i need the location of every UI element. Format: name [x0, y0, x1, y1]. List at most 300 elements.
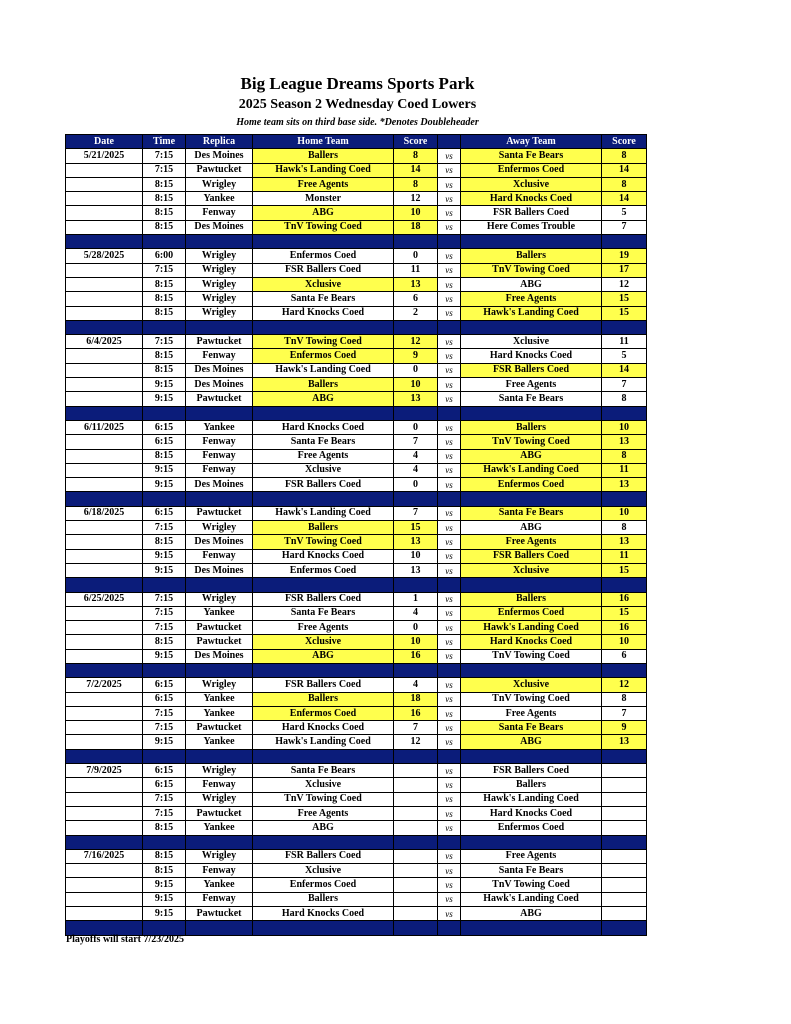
home-score-cell: 13: [394, 392, 438, 406]
separator-cell: [143, 835, 186, 849]
away-score-cell: 8: [602, 177, 647, 191]
home-team-cell: FSR Ballers Coed: [253, 263, 394, 277]
separator-cell: [602, 235, 647, 249]
time-cell: 6:15: [143, 778, 186, 792]
time-cell: 8:15: [143, 292, 186, 306]
away-team-cell: FSR Ballers Coed: [461, 549, 602, 563]
replica-cell: Yankee: [186, 420, 253, 434]
separator-cell: [66, 921, 143, 935]
time-cell: 7:15: [143, 592, 186, 606]
vs-cell: vs: [438, 563, 461, 577]
time-cell: 8:15: [143, 220, 186, 234]
date-cell: 7/2/2025: [66, 678, 143, 692]
home-team-cell: Hawk's Landing Coed: [253, 735, 394, 749]
home-score-cell: [394, 907, 438, 921]
time-cell: 7:15: [143, 163, 186, 177]
home-score-cell: 8: [394, 149, 438, 163]
date-cell: 6/11/2025: [66, 420, 143, 434]
home-score-cell: [394, 892, 438, 906]
home-team-cell: Santa Fe Bears: [253, 435, 394, 449]
away-team-cell: ABG: [461, 449, 602, 463]
game-row: [66, 306, 647, 320]
away-team-cell: Xclusive: [461, 678, 602, 692]
away-team-cell: TnV Towing Coed: [461, 263, 602, 277]
home-score-cell: 2: [394, 306, 438, 320]
away-team-cell: Xclusive: [461, 177, 602, 191]
replica-cell: Yankee: [186, 606, 253, 620]
schedule-body: [66, 149, 647, 935]
away-score-cell: 15: [602, 306, 647, 320]
separator-cell: [66, 663, 143, 677]
home-score-cell: 7: [394, 506, 438, 520]
away-score-cell: 16: [602, 592, 647, 606]
separator-cell: [66, 835, 143, 849]
home-score-cell: 10: [394, 206, 438, 220]
home-score-cell: [394, 821, 438, 835]
away-score-cell: 7: [602, 706, 647, 720]
away-team-cell: Santa Fe Bears: [461, 506, 602, 520]
vs-cell: vs: [438, 306, 461, 320]
vs-cell: vs: [438, 192, 461, 206]
home-score-cell: 13: [394, 563, 438, 577]
away-team-cell: FSR Ballers Coed: [461, 206, 602, 220]
vs-cell: vs: [438, 277, 461, 291]
game-row: [66, 778, 647, 792]
home-team-cell: Xclusive: [253, 778, 394, 792]
away-team-cell: Ballers: [461, 778, 602, 792]
home-team-cell: Hard Knocks Coed: [253, 549, 394, 563]
column-header: Score: [602, 135, 647, 149]
home-team-cell: Xclusive: [253, 635, 394, 649]
game-row: [66, 478, 647, 492]
date-cell: [66, 292, 143, 306]
away-team-cell: FSR Ballers Coed: [461, 764, 602, 778]
home-score-cell: [394, 864, 438, 878]
separator-cell: [394, 320, 438, 334]
home-score-cell: 0: [394, 249, 438, 263]
away-score-cell: 19: [602, 249, 647, 263]
away-team-cell: Free Agents: [461, 706, 602, 720]
away-score-cell: 11: [602, 335, 647, 349]
date-cell: [66, 263, 143, 277]
vs-cell: vs: [438, 335, 461, 349]
away-team-cell: Santa Fe Bears: [461, 149, 602, 163]
replica-cell: Pawtucket: [186, 806, 253, 820]
vs-cell: vs: [438, 535, 461, 549]
game-row: [66, 220, 647, 234]
home-team-cell: Free Agents: [253, 621, 394, 635]
home-score-cell: 9: [394, 349, 438, 363]
column-header: Score: [394, 135, 438, 149]
time-cell: 6:15: [143, 692, 186, 706]
time-cell: 8:15: [143, 306, 186, 320]
vs-cell: vs: [438, 721, 461, 735]
week-separator: [66, 578, 647, 592]
date-cell: [66, 177, 143, 191]
time-cell: 6:15: [143, 678, 186, 692]
away-score-cell: 11: [602, 549, 647, 563]
date-cell: [66, 277, 143, 291]
replica-cell: Pawtucket: [186, 335, 253, 349]
time-cell: 8:15: [143, 206, 186, 220]
date-cell: [66, 535, 143, 549]
game-row: [66, 521, 647, 535]
vs-cell: vs: [438, 378, 461, 392]
away-score-cell: [602, 778, 647, 792]
column-header: Replica: [186, 135, 253, 149]
vs-cell: vs: [438, 878, 461, 892]
away-team-cell: TnV Towing Coed: [461, 878, 602, 892]
away-team-cell: Santa Fe Bears: [461, 864, 602, 878]
vs-cell: vs: [438, 392, 461, 406]
page-title: Big League Dreams Sports Park: [240, 74, 475, 93]
home-team-cell: Enfermos Coed: [253, 349, 394, 363]
time-cell: 8:15: [143, 535, 186, 549]
time-cell: 9:15: [143, 735, 186, 749]
vs-cell: vs: [438, 292, 461, 306]
week-separator: [66, 406, 647, 420]
away-score-cell: 15: [602, 563, 647, 577]
separator-cell: [253, 235, 394, 249]
separator-cell: [602, 320, 647, 334]
time-cell: 6:15: [143, 435, 186, 449]
vs-cell: vs: [438, 449, 461, 463]
game-row: [66, 392, 647, 406]
away-score-cell: 13: [602, 735, 647, 749]
time-cell: 7:15: [143, 521, 186, 535]
game-row: [66, 192, 647, 206]
away-score-cell: 14: [602, 163, 647, 177]
replica-cell: Des Moines: [186, 563, 253, 577]
page-subtitle: 2025 Season 2 Wednesday Coed Lowers: [238, 97, 477, 112]
away-team-cell: Hawk's Landing Coed: [461, 892, 602, 906]
game-row: [66, 563, 647, 577]
home-score-cell: 16: [394, 649, 438, 663]
home-team-cell: Enfermos Coed: [253, 706, 394, 720]
away-score-cell: 7: [602, 378, 647, 392]
home-score-cell: 4: [394, 463, 438, 477]
home-score-cell: 12: [394, 335, 438, 349]
separator-cell: [438, 235, 461, 249]
away-team-cell: ABG: [461, 277, 602, 291]
replica-cell: Yankee: [186, 706, 253, 720]
game-row: [66, 706, 647, 720]
date-cell: [66, 821, 143, 835]
home-team-cell: Hawk's Landing Coed: [253, 506, 394, 520]
away-score-cell: 5: [602, 349, 647, 363]
away-team-cell: Ballers: [461, 592, 602, 606]
away-team-cell: Here Comes Trouble: [461, 220, 602, 234]
separator-cell: [461, 235, 602, 249]
replica-cell: Wrigley: [186, 849, 253, 863]
separator-cell: [143, 663, 186, 677]
column-header: Time: [143, 135, 186, 149]
game-row: [66, 506, 647, 520]
separator-cell: [461, 835, 602, 849]
date-cell: 7/9/2025: [66, 764, 143, 778]
date-cell: [66, 163, 143, 177]
separator-cell: [602, 749, 647, 763]
game-row: [66, 349, 647, 363]
game-row: [66, 721, 647, 735]
separator-cell: [66, 406, 143, 420]
replica-cell: Wrigley: [186, 792, 253, 806]
away-team-cell: Santa Fe Bears: [461, 392, 602, 406]
away-team-cell: Free Agents: [461, 292, 602, 306]
time-cell: 9:15: [143, 549, 186, 563]
replica-cell: Yankee: [186, 192, 253, 206]
date-cell: [66, 392, 143, 406]
home-team-cell: FSR Ballers Coed: [253, 592, 394, 606]
home-team-cell: TnV Towing Coed: [253, 220, 394, 234]
home-score-cell: 0: [394, 621, 438, 635]
date-cell: [66, 378, 143, 392]
replica-cell: Wrigley: [186, 521, 253, 535]
home-score-cell: 12: [394, 735, 438, 749]
home-team-cell: Ballers: [253, 521, 394, 535]
time-cell: 8:15: [143, 363, 186, 377]
time-cell: 9:15: [143, 478, 186, 492]
game-row: [66, 449, 647, 463]
away-score-cell: 8: [602, 692, 647, 706]
separator-cell: [394, 578, 438, 592]
away-team-cell: TnV Towing Coed: [461, 692, 602, 706]
replica-cell: Wrigley: [186, 263, 253, 277]
away-score-cell: [602, 878, 647, 892]
replica-cell: Fenway: [186, 864, 253, 878]
separator-cell: [438, 835, 461, 849]
separator-cell: [143, 492, 186, 506]
separator-cell: [394, 749, 438, 763]
separator-cell: [186, 235, 253, 249]
home-team-cell: Hawk's Landing Coed: [253, 163, 394, 177]
away-team-cell: ABG: [461, 907, 602, 921]
separator-cell: [253, 578, 394, 592]
home-team-cell: ABG: [253, 206, 394, 220]
separator-cell: [186, 749, 253, 763]
home-team-cell: Xclusive: [253, 463, 394, 477]
away-score-cell: 16: [602, 621, 647, 635]
replica-cell: Fenway: [186, 349, 253, 363]
vs-cell: vs: [438, 678, 461, 692]
replica-cell: Des Moines: [186, 378, 253, 392]
away-team-cell: Hawk's Landing Coed: [461, 463, 602, 477]
time-cell: 8:15: [143, 864, 186, 878]
separator-cell: [438, 749, 461, 763]
time-cell: 7:15: [143, 721, 186, 735]
away-team-cell: Santa Fe Bears: [461, 721, 602, 735]
vs-cell: vs: [438, 735, 461, 749]
time-cell: 9:15: [143, 378, 186, 392]
away-team-cell: Hard Knocks Coed: [461, 192, 602, 206]
separator-cell: [438, 921, 461, 935]
date-cell: [66, 435, 143, 449]
game-row: [66, 549, 647, 563]
away-score-cell: [602, 907, 647, 921]
separator-cell: [143, 578, 186, 592]
separator-cell: [143, 749, 186, 763]
separator-cell: [438, 663, 461, 677]
separator-cell: [602, 663, 647, 677]
time-cell: 8:15: [143, 821, 186, 835]
date-cell: [66, 549, 143, 563]
vs-cell: vs: [438, 864, 461, 878]
replica-cell: Pawtucket: [186, 621, 253, 635]
vs-cell: vs: [438, 163, 461, 177]
home-team-cell: Santa Fe Bears: [253, 292, 394, 306]
replica-cell: Wrigley: [186, 764, 253, 778]
home-score-cell: 12: [394, 192, 438, 206]
away-score-cell: [602, 792, 647, 806]
home-score-cell: 1: [394, 592, 438, 606]
date-cell: [66, 606, 143, 620]
away-score-cell: 10: [602, 506, 647, 520]
away-team-cell: Xclusive: [461, 563, 602, 577]
home-team-cell: Ballers: [253, 692, 394, 706]
vs-cell: vs: [438, 706, 461, 720]
home-score-cell: [394, 849, 438, 863]
vs-cell: vs: [438, 177, 461, 191]
home-score-cell: 10: [394, 549, 438, 563]
separator-cell: [602, 406, 647, 420]
column-header: [438, 135, 461, 149]
away-score-cell: 13: [602, 535, 647, 549]
game-row: [66, 692, 647, 706]
replica-cell: Wrigley: [186, 678, 253, 692]
away-team-cell: Enfermos Coed: [461, 163, 602, 177]
separator-cell: [253, 835, 394, 849]
column-header: Away Team: [461, 135, 602, 149]
date-cell: [66, 449, 143, 463]
home-score-cell: 7: [394, 721, 438, 735]
time-cell: 7:15: [143, 706, 186, 720]
time-cell: 9:15: [143, 649, 186, 663]
time-cell: 7:15: [143, 263, 186, 277]
away-team-cell: Hawk's Landing Coed: [461, 306, 602, 320]
replica-cell: Pawtucket: [186, 163, 253, 177]
away-team-cell: Hawk's Landing Coed: [461, 621, 602, 635]
away-score-cell: 8: [602, 392, 647, 406]
away-team-cell: Enfermos Coed: [461, 821, 602, 835]
replica-cell: Yankee: [186, 821, 253, 835]
separator-cell: [461, 663, 602, 677]
time-cell: 8:15: [143, 177, 186, 191]
separator-cell: [66, 492, 143, 506]
away-score-cell: 8: [602, 449, 647, 463]
home-score-cell: 6: [394, 292, 438, 306]
week-separator: [66, 235, 647, 249]
separator-cell: [438, 578, 461, 592]
away-score-cell: 6: [602, 649, 647, 663]
game-row: [66, 907, 647, 921]
home-score-cell: 11: [394, 263, 438, 277]
time-cell: 6:00: [143, 249, 186, 263]
away-score-cell: 14: [602, 192, 647, 206]
separator-cell: [461, 578, 602, 592]
date-cell: [66, 521, 143, 535]
date-cell: [66, 706, 143, 720]
time-cell: 7:15: [143, 792, 186, 806]
vs-cell: vs: [438, 435, 461, 449]
date-cell: [66, 220, 143, 234]
replica-cell: Yankee: [186, 878, 253, 892]
home-team-cell: Santa Fe Bears: [253, 764, 394, 778]
vs-cell: vs: [438, 149, 461, 163]
date-cell: [66, 735, 143, 749]
home-score-cell: [394, 792, 438, 806]
away-team-cell: Hard Knocks Coed: [461, 806, 602, 820]
replica-cell: Des Moines: [186, 535, 253, 549]
away-team-cell: Enfermos Coed: [461, 478, 602, 492]
vs-cell: vs: [438, 764, 461, 778]
date-cell: [66, 206, 143, 220]
replica-cell: Fenway: [186, 449, 253, 463]
away-team-cell: Ballers: [461, 420, 602, 434]
replica-cell: Fenway: [186, 206, 253, 220]
away-score-cell: 11: [602, 463, 647, 477]
game-row: [66, 678, 647, 692]
home-team-cell: Xclusive: [253, 864, 394, 878]
separator-cell: [394, 663, 438, 677]
home-score-cell: 13: [394, 277, 438, 291]
game-row: [66, 649, 647, 663]
home-score-cell: 18: [394, 692, 438, 706]
time-cell: 7:15: [143, 806, 186, 820]
home-score-cell: [394, 878, 438, 892]
time-cell: 8:15: [143, 192, 186, 206]
game-row: [66, 435, 647, 449]
separator-cell: [253, 749, 394, 763]
time-cell: 6:15: [143, 420, 186, 434]
game-row: [66, 335, 647, 349]
game-row: [66, 592, 647, 606]
replica-cell: Wrigley: [186, 277, 253, 291]
home-score-cell: 10: [394, 635, 438, 649]
game-row: [66, 263, 647, 277]
home-team-cell: Free Agents: [253, 449, 394, 463]
separator-cell: [143, 235, 186, 249]
home-team-cell: Enfermos Coed: [253, 563, 394, 577]
home-team-cell: Monster: [253, 192, 394, 206]
vs-cell: vs: [438, 778, 461, 792]
date-cell: [66, 478, 143, 492]
vs-cell: vs: [438, 478, 461, 492]
away-score-cell: [602, 806, 647, 820]
vs-cell: vs: [438, 349, 461, 363]
replica-cell: Fenway: [186, 463, 253, 477]
date-cell: 5/28/2025: [66, 249, 143, 263]
time-cell: 9:15: [143, 463, 186, 477]
home-score-cell: 16: [394, 706, 438, 720]
time-cell: 8:15: [143, 277, 186, 291]
separator-cell: [186, 320, 253, 334]
date-cell: [66, 621, 143, 635]
replica-cell: Pawtucket: [186, 721, 253, 735]
date-cell: 6/4/2025: [66, 335, 143, 349]
game-row: [66, 635, 647, 649]
away-score-cell: [602, 764, 647, 778]
date-cell: 6/25/2025: [66, 592, 143, 606]
away-team-cell: Ballers: [461, 249, 602, 263]
home-score-cell: [394, 764, 438, 778]
game-row: [66, 806, 647, 820]
game-row: [66, 764, 647, 778]
away-score-cell: [602, 849, 647, 863]
home-score-cell: 7: [394, 435, 438, 449]
away-team-cell: Hard Knocks Coed: [461, 349, 602, 363]
separator-cell: [394, 492, 438, 506]
date-cell: [66, 878, 143, 892]
